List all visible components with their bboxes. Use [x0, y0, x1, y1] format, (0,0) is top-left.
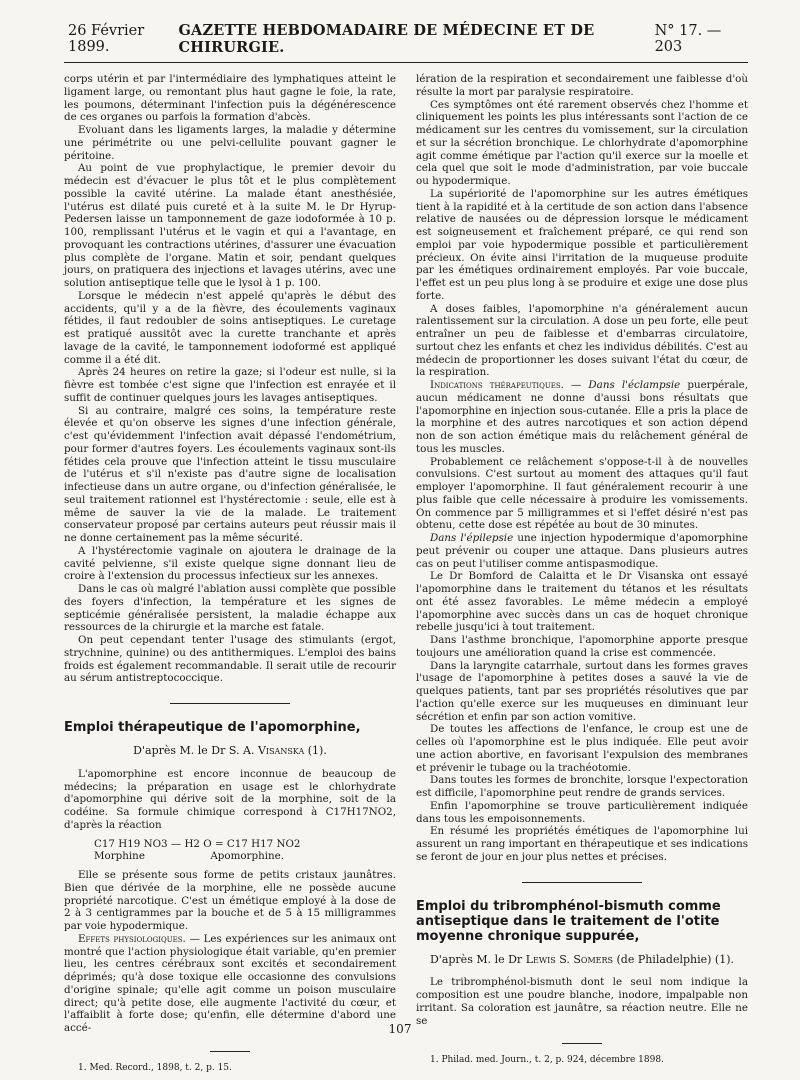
article-byline [416, 954, 748, 967]
byline-suffix: (1). [307, 744, 327, 757]
paragraph: De toutes les affections de l'enfance, le croup est une de celles où l'apomorphine est le plus indiquée. Elle peut avoir une action abortive, en favorisant l'expulsion des membranes et prévenir le tubage ou la trachéotomie. [416, 723, 748, 774]
paragraph: Dans toutes les formes de bronchite, lorsque l'expectoration est difficile, l'apomorphine peut rendre de grands services. [416, 774, 748, 799]
section-label: Effets physiologiques. [78, 932, 186, 945]
footnote-divider [210, 1051, 250, 1052]
section-label: Indications thérapeutiques. [430, 379, 564, 391]
byline-prefix: D'après M. le Dr S. A. [133, 744, 255, 757]
byline-suffix: (de Philadelphie) (1). [616, 952, 734, 966]
paragraph: Elle se présente sous forme de petits cristaux jaunâtres. Bien que dérivée de la morphine, elle ne possède aucune propriété narcotique. C'est un émétique employé à la dose de 2 à 3 centigrammes par la bouche et de 5 à 15 milligrammes par voie hypodermique. [64, 869, 396, 932]
byline-author: Visanska [257, 744, 305, 757]
footnote-divider [562, 1043, 602, 1044]
paragraph: L'apomorphine est encore inconnue de beaucoup de médecins; la préparation en usage est le chlorhydrate d'apomorphine qui dérive soit de la morphine, soit de la codéine. Sa formule chimique correspond à C17H17NO2, d'après la réaction [64, 767, 396, 831]
byline-prefix: D'après M. le Dr [429, 952, 523, 966]
paragraph: Dans le cas où malgré l'ablation aussi complète que possible des foyers d'infection, la température et les signes de septicémie généralisée persistent, la maladie échappe aux ressources de la chirurgie et la marche est fatale. [64, 583, 396, 634]
section-divider [522, 882, 642, 883]
page-number: 107 [388, 1022, 412, 1036]
paragraph: Evoluant dans les ligaments larges, la maladie y détermine une périmétrite ou une pelvi-cellulite pouvant gagner le péritoine. [64, 124, 396, 162]
footnote: 1. Med. Record., 1898, t. 2, p. 15. [78, 1062, 232, 1073]
article-title: Emploi du tribromphénol-bismuth comme antiseptique dans le traitement de l'otite moyenne chronique suppurée, [416, 898, 721, 944]
paragraph: Indications thérapeutiques. — Dans l'éclampsie puerpérale, aucun médicament ne donne d'aussi bons résultats que l'apomorphine en injection sous-cutanée. Elle a pris la place de la morphine et des autres narcotiques et son action dépend non de son action émétique mais du relâchement général de tous les muscles. [416, 379, 748, 455]
article-title: Emploi thérapeutique de l'apomorphine, [64, 720, 361, 735]
footnote: 1. Philad. med. Journ., t. 2, p. 924, décembre 1898. [430, 1055, 664, 1066]
paragraph: lération de la respiration et secondairement une faiblesse d'où résulte la mort par paralysie respiratoire. [416, 73, 748, 98]
paragraph: Enfin l'apomorphine se trouve particulièrement indiquée dans tous les empoisonnements. [416, 799, 748, 825]
paragraph: A l'hystérectomie vaginale on ajoutera le drainage de la cavité pelvienne, s'il existe quelque signe donnant lieu de croire à l'extension du processus infectieux sur les annexes. [64, 544, 396, 583]
paragraph: Dans l'asthme bronchique, l'apomorphine apporte presque toujours une amélioration quand la crise est commencée. [416, 634, 748, 659]
paragraph [64, 933, 396, 1035]
paragraph-text: — Les expériences sur les animaux ont montré que l'action physiologique était variable, qu'en premier lieu, les centres cérébraux sont excités et secondairement déprimés; qu'à dose toxique elle occasionne des convulsions d'origine spinale; qu'elle agit comme un poison musculaire direct; qu'à petite dose, elle augmente l'activité du cœur, et l'affaiblit à forte dose; qu'enfin, elle détermine d'abord une accé- [64, 932, 397, 1034]
formula-labels: Morphine Apomorphine. [94, 850, 284, 863]
left-column [64, 73, 397, 1073]
emphasis: Dans l'éclampsie [588, 379, 681, 391]
article-byline [64, 745, 396, 758]
chemical-formula [94, 838, 396, 864]
paragraph: Après 24 heures on retire la gaze; si l'odeur est nulle, si la fièvre est tombée c'est signe que l'infection est enrayée et il suffit de continuer quelques jours les lavages antiseptiques. [64, 366, 396, 404]
running-header [64, 22, 748, 63]
header-date: 26 Février 1899. [68, 23, 145, 55]
right-column [416, 73, 749, 1066]
paragraph: En résumé les propriétés émétiques de l'apomorphine lui assurent un rang important en thérapeutique et ses indications se feront de jour en jour plus nettes et précises. [416, 825, 748, 863]
paragraph: Lorsque le médecin n'est appelé qu'après le début des accidents, qu'il y a de la fièvre, des écoulements vaginaux fétides, il faut redoubler de soins antiseptiques. Le curetage est pratiqué aussitôt avec la curette tranchante et après lavage de la cavité, le tamponnement iodoformé est appliqué comme il a été dit. [64, 289, 396, 366]
emphasis: Dans l'épilepsie [430, 532, 514, 544]
paragraph: Au point de vue prophylactique, le premier devoir du médecin est d'évacuer le plus tôt et le plus complètement possible la cavité utérine. La malade étant anesthésiée, l'utérus est dilaté puis cureté et à la suite M. le Dr Hyrup-Pedersen laisse un tamponnement de gaze iodoformée à 10 p. 100, remplissant l'utérus et le vagin et qui a l'avantage, en provoquant les contractions utérines, d'assurer une évacuation plus complète de l'organe. Matin et soir, pendant quelques jours, on pratiquera des injections et lavages utérins, avec une solution antiseptique telle que le lysol à 1 p. 100. [64, 162, 396, 289]
paragraph: corps utérin et par l'intermédiaire des lymphatiques atteint le ligament large, ou remontant plus haut gagne le foie, la rate, les poumons, déterminant l'infection puis la dégénérescence de ces organes ou parfois la formation d'abcès. [64, 73, 396, 124]
paragraph-text: une injection hypodermique d'apomorphine peut prévenir ou couper une attaque. Dans plusieurs autres cas on peut l'utiliser comme antispasmodique. [416, 532, 749, 570]
paragraph [416, 532, 748, 570]
paragraph: On peut cependant tenter l'usage des stimulants (ergot, strychnine, quinine) ou des antithermiques. L'emploi des bains froids est également recommandable. Il serait utile de recourir au sérum antistreptococcique. [64, 634, 396, 685]
paragraph: Le Dr Bomford de Calaitta et le Dr Visanska ont essayé l'apomorphine dans le traitement du tétanos et les résultats ont été assez favorables. Le même médecin a employé l'apomorphine avec succès dans un cas de hoquet chronique rebelle jusqu'ici à tout traitement. [416, 570, 748, 634]
section-divider [170, 703, 290, 704]
byline-author: Lewis S. Somers [525, 952, 613, 966]
header-issue-page: N° 17. — 203 [654, 23, 722, 55]
header-journal-title: GAZETTE HEBDOMADAIRE DE MÉDECINE ET DE CHIRURGIE. [178, 22, 595, 56]
paragraph: Ces symptômes ont été rarement observés chez l'homme et cliniquement les points les plus intéressants sont l'action de ce médicament sur les centres du vomissement, sur la circulation et sur la sécrétion bronchique. Le chlorhydrate d'apomorphine agit comme émétique par l'action qu'il exerce sur la moelle et cela quel que soit le mode d'administration, par voie buccale ou hypodermique. [416, 98, 748, 187]
paragraph: Le tribromphénol-bismuth dont le seul nom indique la composition est une poudre blanche, inodore, impalpable non irritant. Sa coloration est jaunâtre, sa réaction neutre. Elle ne se [416, 976, 748, 1027]
paragraph: La supériorité de l'apomorphine sur les autres émétiques tient à la rapidité et à la certitude de son action dans l'absence relative de nausées ou de dépression lorsque le médicament est soigneusement et fraîchement préparé, ce qui rend son emploi par voie hypodermique possible et particulièrement précieux. On évite ainsi l'irritation de la muqueuse produite par les émétiques ordinairement employés. Par voie buccale, l'effet est un peu plus long à se produire et exige une dose plus forte. [416, 187, 748, 302]
paragraph: Dans la laryngite catarrhale, surtout dans les formes graves l'usage de l'apomorphine à petites doses a sauvé la vie de quelques patients, tant par ses propriétés résolutives que par l'action qu'elle exerce sur les muqueuses en diminuant leur sécrétion et enfin par son action vomitive. [416, 659, 748, 723]
paragraph: Probablement ce relâchement s'oppose-t-il à de nouvelles convulsions. C'est surtout au moment des attaques qu'il faut employer l'apomorphine. Il faut généralement recourir à une plus faible que celle nécessaire à produire les vomissements. On commence par 5 milligrammes et si l'effet désiré n'est pas obtenu, cette dose est répétée au bout de 30 minutes. [416, 455, 748, 532]
paragraph: A doses faibles, l'apomorphine n'a généralement aucun ralentissement sur la circulation. A dose un peu forte, elle peut entraîner un peu de faiblesse et d'embarras circulatoire, surtout chez les enfants et chez les individus débilités. C'est au médecin de proportionner les doses suivant l'état du cœur, de la respiration. [416, 302, 748, 379]
paragraph-text: puerpérale, aucun médicament ne donne d'aussi bons résultats que l'apomorphine en injection sous-cutanée. Elle a pris la place de la morphine et des autres narcotiques et son action dépend non de son action émétique mais du relâchement général de tous les muscles. [416, 379, 748, 455]
paragraph: Si au contraire, malgré ces soins, la température reste élevée et qu'on observe les signes d'une infection générale, c'est qu'évidemment l'infection avait dépassé l'endométrium, pour former d'autres foyers. Les écoulements vaginaux sont-ils fétides cela prouve que l'infection atteint le tissu musculaire de l'utérus et s'il n'existe pas d'autre signe de localisation infectieuse dans un autre organe, ou d'infection généralisée, le seul traitement rationnel est l'hystérectomie : seule, elle est à même de sauver la vie de la malade. Le traitement conservateur proposé par certains auteurs peut réussir mais il ne donne certainement pas la même sécurité. [64, 404, 396, 544]
formula-equation: C17 H19 NO3 — H2 O = C17 H17 NO2 [94, 837, 301, 850]
